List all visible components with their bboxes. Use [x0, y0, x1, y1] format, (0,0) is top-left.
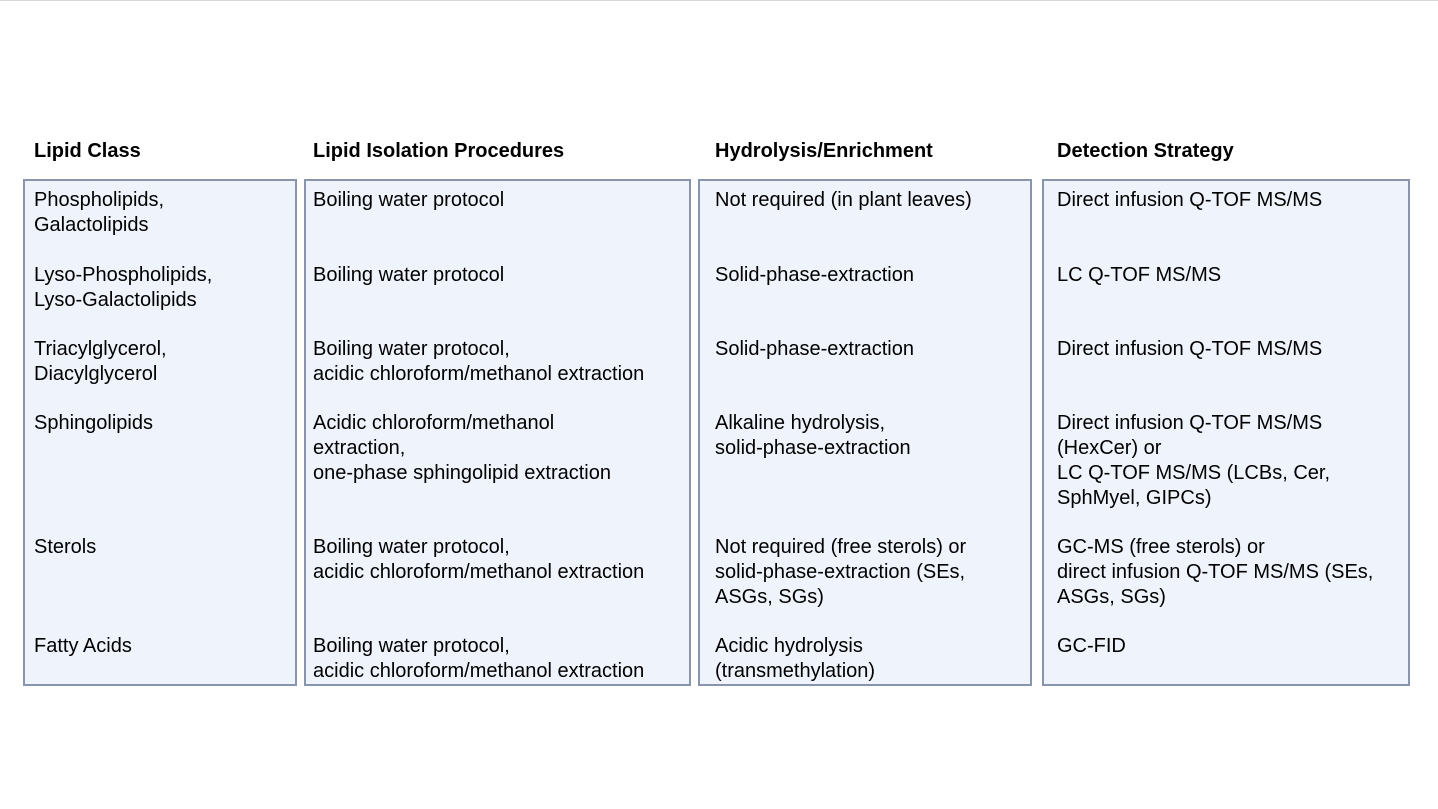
- header-isolation: Lipid Isolation Procedures: [313, 140, 565, 162]
- header-lipid-class: Lipid Class: [34, 140, 141, 162]
- header-hydrolysis: Hydrolysis/Enrichment: [715, 140, 933, 162]
- cell-detection-row-5: GC-MS (free sterols) or direct infusion Q-TOF MS/MS (SEs, ASGs, SGs): [1057, 536, 1374, 608]
- cell-isolation-row-1: Boiling water protocol: [313, 189, 505, 211]
- cell-lipid-class-lyso: Lyso-Phospholipids, Lyso-Galactolipids: [34, 264, 213, 311]
- cell-lipid-class-sterols: Sterols: [34, 536, 97, 558]
- cell-lipid-class-sphingolipids: Sphingolipids: [34, 412, 153, 434]
- cell-hydrolysis-row-3: Solid-phase-extraction: [715, 338, 914, 360]
- cell-detection-row-2: LC Q-TOF MS/MS: [1057, 264, 1222, 286]
- header-detection: Detection Strategy: [1057, 140, 1234, 162]
- cell-detection-row-3: Direct infusion Q-TOF MS/MS: [1057, 338, 1323, 360]
- cell-isolation-row-4: Acidic chloroform/methanol extraction, one-phase sphingolipid extraction: [313, 412, 611, 484]
- cell-detection-row-6: GC-FID: [1057, 635, 1126, 657]
- cell-isolation-row-5: Boiling water protocol, acidic chloroform/methanol extraction: [313, 536, 645, 583]
- cell-isolation-row-3: Boiling water protocol, acidic chloroform/methanol extraction: [313, 338, 645, 385]
- cell-hydrolysis-row-2: Solid-phase-extraction: [715, 264, 914, 286]
- cell-lipid-class-phospholipids: Phospholipids, Galactolipids: [34, 189, 165, 236]
- cell-hydrolysis-row-4: Alkaline hydrolysis, solid-phase-extraction: [715, 412, 911, 459]
- cell-hydrolysis-row-1: Not required (in plant leaves): [715, 189, 972, 211]
- cell-detection-row-4: Direct infusion Q-TOF MS/MS (HexCer) or LC Q-TOF MS/MS (LCBs, Cer, SphMyel, GIPCs): [1057, 412, 1330, 509]
- top-divider: [0, 0, 1438, 1]
- cell-detection-row-1: Direct infusion Q-TOF MS/MS: [1057, 189, 1323, 211]
- cell-lipid-class-fatty-acids: Fatty Acids: [34, 635, 132, 657]
- cell-isolation-row-2: Boiling water protocol: [313, 264, 505, 286]
- cell-lipid-class-tag-dag: Triacylglycerol, Diacylglycerol: [34, 338, 167, 385]
- cell-hydrolysis-row-6: Acidic hydrolysis (transmethylation): [715, 635, 876, 682]
- cell-isolation-row-6: Boiling water protocol, acidic chloroform/methanol extraction: [313, 635, 645, 682]
- cell-hydrolysis-row-5: Not required (free sterols) or solid-phase-extraction (SEs, ASGs, SGs): [715, 536, 967, 608]
